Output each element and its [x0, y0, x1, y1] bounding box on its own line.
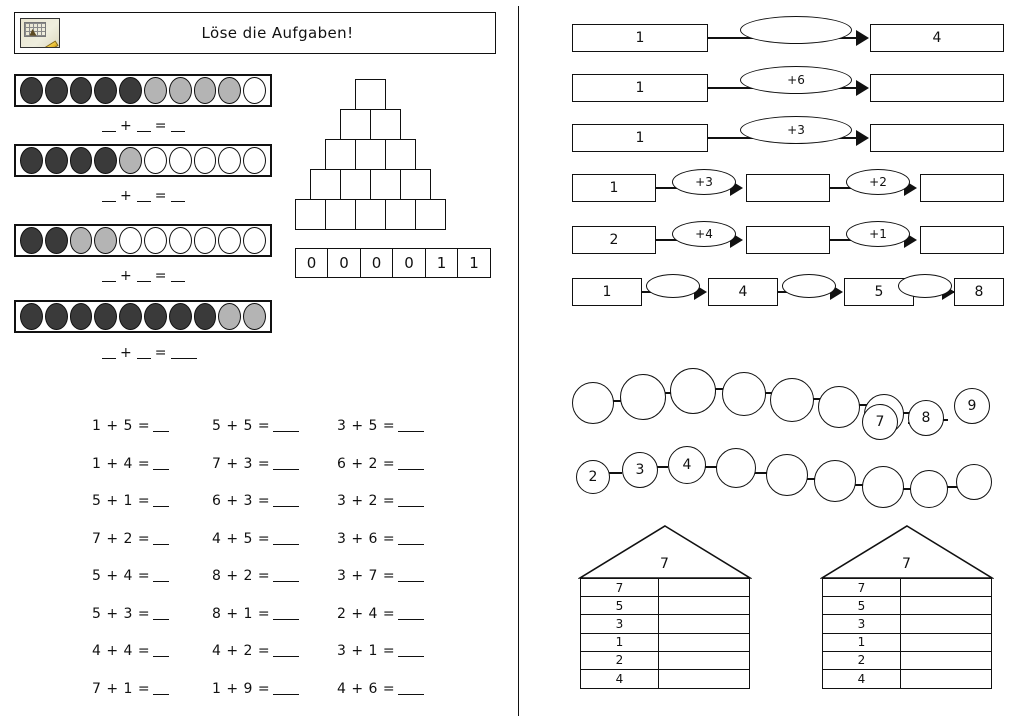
task-text: 5 + 5 = [212, 418, 271, 434]
task-text: 8 + 2 = [212, 568, 271, 584]
arrow-result-box[interactable]: 4 [708, 278, 778, 306]
house-cell-right[interactable] [659, 652, 749, 669]
house-cell-left: 5 [823, 597, 901, 614]
worksheet-pencil-icon [20, 18, 60, 48]
task-text: 7 + 2 = [92, 530, 151, 547]
house-cell-right[interactable] [901, 670, 991, 688]
chain-circle[interactable]: 9 [954, 388, 990, 424]
house-row [581, 652, 749, 670]
house-row [581, 670, 749, 688]
house-row [581, 615, 749, 633]
bead [144, 303, 167, 330]
house-cell-left: 7 [823, 579, 901, 596]
chain-circle[interactable] [670, 368, 716, 414]
arrow-operation-oval[interactable]: +2 [846, 169, 910, 195]
arrow-start-box[interactable]: 1 [572, 74, 708, 102]
pyramid-row [296, 140, 446, 170]
house-row [823, 615, 991, 633]
chain-circle[interactable] [818, 386, 860, 428]
task-text: 3 + 7 = [337, 568, 396, 584]
task-item[interactable] [212, 568, 299, 606]
arrow-operation-oval[interactable] [740, 16, 852, 44]
house-cell-left: 4 [823, 670, 901, 688]
digit-cell[interactable]: 1 [457, 248, 491, 278]
house-cell-left: 7 [581, 579, 659, 596]
pyramid-cell[interactable] [340, 169, 371, 200]
bead [119, 77, 142, 104]
arrow-operation-oval[interactable] [646, 274, 700, 298]
chain-circle[interactable] [572, 382, 614, 424]
bead [20, 303, 43, 330]
house-cell-right[interactable] [901, 597, 991, 614]
bead [194, 303, 217, 330]
chain-circle[interactable] [956, 464, 992, 500]
pyramid-cell[interactable] [415, 199, 446, 230]
house-table [580, 578, 750, 689]
title-box [14, 12, 496, 54]
digit-cell[interactable]: 0 [327, 248, 361, 278]
task-text: 6 + 2 = [337, 455, 396, 472]
bead [243, 303, 266, 330]
bead-row [14, 74, 272, 107]
chain-circle[interactable] [766, 454, 808, 496]
arrow-result-box[interactable] [920, 174, 1004, 202]
arrow-operation-oval[interactable] [898, 274, 952, 298]
pyramid-cell[interactable] [325, 199, 356, 230]
bead [218, 303, 241, 330]
bead [218, 227, 241, 254]
pyramid-row [296, 80, 446, 110]
house-row [581, 579, 749, 597]
task-item[interactable] [337, 643, 424, 681]
pyramid-cell[interactable] [355, 139, 386, 170]
pyramid-row [296, 110, 446, 140]
bead-equation[interactable]: + = [98, 268, 189, 284]
bead [94, 147, 117, 174]
task-item[interactable] [212, 531, 299, 569]
pyramid-cell[interactable] [385, 139, 416, 170]
task-item[interactable] [92, 681, 169, 719]
bead-equation[interactable]: + = [98, 118, 189, 134]
arrow-result-box[interactable]: 5 [844, 278, 914, 306]
arrow-start-box[interactable]: 1 [572, 24, 708, 52]
task-text: 7 + 3 = [212, 455, 271, 472]
bead [70, 147, 93, 174]
task-text: 4 + 5 = [212, 530, 271, 547]
chain-circle[interactable]: 8 [908, 400, 944, 436]
digit-cell[interactable]: 0 [295, 248, 329, 278]
arrow-result-box[interactable] [746, 174, 830, 202]
task-text: 4 + 2 = [212, 643, 271, 659]
bead [194, 147, 217, 174]
task-text: 1 + 9 = [212, 680, 271, 697]
task-item[interactable] [212, 418, 299, 456]
pyramid-cell[interactable] [355, 79, 386, 110]
task-text: 3 + 6 = [337, 530, 396, 547]
bead [218, 77, 241, 104]
pyramid-cell[interactable] [370, 109, 401, 140]
task-item[interactable] [212, 456, 299, 494]
task-item[interactable] [337, 568, 424, 606]
task-item[interactable] [92, 643, 169, 681]
house-row [823, 634, 991, 652]
bead [194, 227, 217, 254]
bead [70, 303, 93, 330]
arrow-operation-oval[interactable]: +4 [672, 221, 736, 247]
pyramid-cell[interactable] [400, 169, 431, 200]
pyramid-cell[interactable] [385, 199, 416, 230]
house-row [581, 634, 749, 652]
task-column [212, 418, 299, 718]
house-row [823, 579, 991, 597]
bead [45, 303, 68, 330]
chain-circle[interactable]: 2 [576, 460, 610, 494]
house-cell-left: 5 [581, 597, 659, 614]
bead [243, 147, 266, 174]
chain-circle[interactable] [910, 470, 948, 508]
task-text: 8 + 1 = [212, 605, 271, 622]
task-text: 2 + 4 = [337, 605, 396, 622]
bead [144, 77, 167, 104]
task-item[interactable] [212, 493, 299, 531]
pyramid-cell[interactable] [295, 199, 326, 230]
bead [20, 147, 43, 174]
bead-equation[interactable]: + = [98, 345, 201, 361]
arrow-result-box[interactable]: 8 [954, 278, 1004, 306]
chain-circle[interactable] [814, 460, 856, 502]
task-text: 4 + 4 = [92, 643, 151, 659]
task-item[interactable] [337, 418, 424, 456]
bead [70, 227, 93, 254]
house-cell-left: 3 [581, 615, 659, 632]
house-roof-number[interactable]: 7 [660, 556, 669, 572]
arrow-head-icon [856, 80, 869, 96]
house-row [823, 597, 991, 615]
task-item[interactable] [92, 531, 169, 569]
digit-cell[interactable]: 0 [360, 248, 394, 278]
bead [243, 77, 266, 104]
arrow-result-box[interactable] [870, 124, 1004, 152]
bead-equation[interactable]: + = [98, 188, 189, 204]
task-item[interactable] [337, 681, 424, 719]
bead [144, 227, 167, 254]
pyramid-cell[interactable] [340, 109, 371, 140]
task-item[interactable] [337, 531, 424, 569]
bead [45, 227, 68, 254]
digit-cell[interactable]: 0 [392, 248, 426, 278]
arrow-start-box[interactable]: 1 [572, 278, 642, 306]
house-roof-number[interactable]: 7 [902, 556, 911, 572]
bead [169, 227, 192, 254]
pyramid-digit-row [296, 248, 491, 278]
house-cell-right[interactable] [901, 579, 991, 596]
task-text: 3 + 5 = [337, 418, 396, 434]
task-item[interactable] [92, 606, 169, 644]
arrow-result-box[interactable] [920, 226, 1004, 254]
chain-link [608, 472, 622, 474]
bead-row [14, 224, 272, 257]
task-text: 3 + 2 = [337, 493, 396, 509]
arrow-start-box[interactable]: 1 [572, 124, 708, 152]
bead [169, 77, 192, 104]
task-text: 4 + 6 = [337, 680, 396, 697]
pyramid-row [296, 170, 446, 200]
chain-circle[interactable] [716, 448, 756, 488]
house-cell-left: 2 [581, 652, 659, 669]
task-text: 5 + 1 = [92, 493, 151, 509]
pyramid-cell[interactable] [325, 139, 356, 170]
task-item[interactable] [337, 606, 424, 644]
pyramid-cell[interactable] [370, 169, 401, 200]
task-item[interactable] [92, 418, 169, 456]
arrow-operation-oval[interactable]: +1 [846, 221, 910, 247]
bead [94, 227, 117, 254]
task-text: 5 + 3 = [92, 605, 151, 622]
bead [119, 303, 142, 330]
bead [218, 147, 241, 174]
task-text: 7 + 1 = [92, 680, 151, 697]
house-cell-left: 4 [581, 670, 659, 688]
bead-row [14, 300, 272, 333]
task-item[interactable] [92, 493, 169, 531]
task-column [337, 418, 424, 718]
house-cell-right[interactable] [659, 670, 749, 688]
bead [169, 147, 192, 174]
arrow-head-icon [856, 130, 869, 146]
house-cell-right[interactable] [901, 652, 991, 669]
chain-circle[interactable]: 3 [622, 452, 658, 488]
house-row [823, 652, 991, 670]
house-cell-right[interactable] [659, 615, 749, 632]
arrow-operation-oval[interactable]: +3 [672, 169, 736, 195]
bead [20, 227, 43, 254]
bead [243, 227, 266, 254]
house-cell-right[interactable] [659, 579, 749, 596]
house-row [581, 597, 749, 615]
chain-circle[interactable]: 4 [668, 446, 706, 484]
pyramid-cell[interactable] [310, 169, 341, 200]
chain-circle[interactable] [770, 378, 814, 422]
number-pyramid [296, 80, 446, 230]
house-cell-right[interactable] [659, 634, 749, 651]
task-item[interactable] [212, 681, 299, 719]
arrow-operation-oval[interactable]: +6 [740, 66, 852, 94]
bead [45, 77, 68, 104]
task-item[interactable] [212, 606, 299, 644]
chain-circle[interactable] [620, 374, 666, 420]
house-cell-left: 3 [823, 615, 901, 632]
house-cell-left: 1 [581, 634, 659, 651]
number-house [578, 524, 752, 687]
bead [94, 303, 117, 330]
task-text: 1 + 4 = [92, 455, 151, 472]
bead-row [14, 144, 272, 177]
bead [119, 227, 142, 254]
task-text: 3 + 1 = [337, 643, 396, 659]
number-house [820, 524, 994, 687]
task-text: 6 + 3 = [212, 493, 271, 509]
task-item[interactable] [92, 568, 169, 606]
pyramid-row [296, 200, 446, 230]
house-cell-right[interactable] [659, 597, 749, 614]
chain-circle[interactable]: 7 [862, 404, 898, 440]
house-cell-left: 1 [823, 634, 901, 651]
house-cell-right[interactable] [901, 634, 991, 651]
arrow-head-icon [856, 30, 869, 46]
digit-cell[interactable]: 1 [425, 248, 459, 278]
column-divider [518, 6, 519, 716]
arrow-start-box[interactable]: 1 [572, 174, 656, 202]
bead [20, 77, 43, 104]
arrow-result-box[interactable] [870, 74, 1004, 102]
arrow-operation-oval[interactable]: +3 [740, 116, 852, 144]
chain-circle[interactable] [722, 372, 766, 416]
arrow-result-box[interactable]: 4 [870, 24, 1004, 52]
task-text: 5 + 4 = [92, 568, 151, 584]
bead [70, 77, 93, 104]
task-item[interactable] [212, 643, 299, 681]
task-text: 1 + 5 = [92, 418, 151, 434]
bead [45, 147, 68, 174]
bead [94, 77, 117, 104]
bead [144, 147, 167, 174]
task-item[interactable] [337, 493, 424, 531]
task-item[interactable] [92, 456, 169, 494]
task-item[interactable] [337, 456, 424, 494]
chain-circle[interactable] [862, 466, 904, 508]
task-column [92, 418, 169, 718]
bead [169, 303, 192, 330]
house-cell-right[interactable] [901, 615, 991, 632]
arrow-start-box[interactable]: 2 [572, 226, 656, 254]
page-title: Löse die Aufgaben! [201, 24, 354, 42]
house-table [822, 578, 992, 689]
arrow-operation-oval[interactable] [782, 274, 836, 298]
bead [119, 147, 142, 174]
house-cell-left: 2 [823, 652, 901, 669]
pyramid-cell[interactable] [355, 199, 386, 230]
house-row [823, 670, 991, 688]
arrow-result-box[interactable] [746, 226, 830, 254]
bead [194, 77, 217, 104]
